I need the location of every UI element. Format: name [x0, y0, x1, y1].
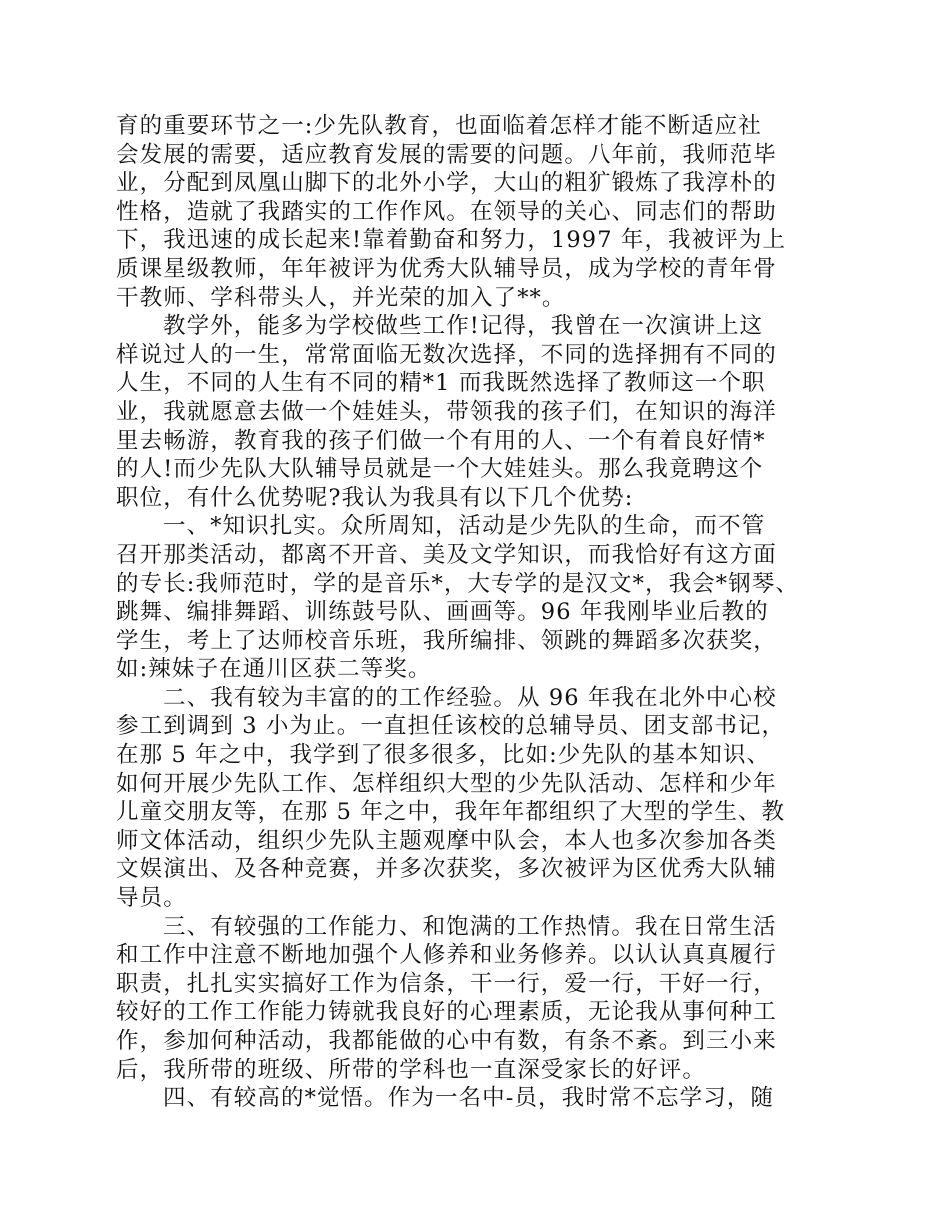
text-line: 下，我迅速的成长起来!靠着勤奋和努力，1997 年，我被评为上 [116, 227, 787, 254]
text-line: 职位，有什么优势呢?我认为我具有以下几个优势: [116, 484, 634, 511]
text-line: 如何开展少先队工作、怎样组织大型的少先队活动、怎样和少年 [116, 770, 777, 797]
text-line: 文娱演出、及各种竞赛，并多次获奖，多次被评为区优秀大队辅 [116, 856, 777, 883]
text-line: 教学外，能多为学校做些工作!记得，我曾在一次演讲上这 [163, 313, 764, 340]
text-line: 后，我所带的班级、所带的学科也一直深受家长的好评。 [116, 1056, 707, 1083]
text-line: 跳舞、编排舞蹈、训练鼓号队、画画等。96 年我刚毕业后教的 [116, 599, 769, 626]
text-line: 一、*知识扎实。众所周知，活动是少先队的生命，而不管 [163, 513, 766, 540]
text-line: 样说过人的一生，常常面临无数次选择，不同的选择拥有不同的 [116, 341, 777, 368]
text-line: 职责，扎扎实实搞好工作为信条，干一行，爱一行，干好一行， [116, 970, 777, 997]
text-line: 四、有较高的*觉悟。作为一名中-员，我时常不忘学习，随 [163, 1085, 775, 1112]
text-line: 的专长:我师范时，学的是音乐*，大专学的是汉文*，我会*钢琴、 [116, 570, 799, 597]
text-line: 和工作中注意不断地加强个人修养和业务修养。以认认真真履行 [116, 942, 777, 969]
document-body [116, 112, 836, 1113]
text-line: 师文体活动，组织少先队主题观摩中队会，本人也多次参加各类 [116, 827, 777, 854]
text-line: 里去畅游，教育我的孩子们做一个有用的人、一个有着良好情* [116, 427, 766, 454]
text-line: 性格，造就了我踏实的工作作风。在领导的关心、同志们的帮助 [116, 198, 777, 225]
text-line: 业，分配到凤凰山脚下的北外小学，大山的粗犷锻炼了我淳朴的 [116, 170, 777, 197]
text-line: 三、有较强的工作能力、和饱满的工作热情。我在日常生活 [163, 913, 777, 940]
text-line: 二、我有较为丰富的的工作经验。从 96 年我在北外中心校 [163, 684, 777, 711]
text-line: 人生，不同的人生有不同的精*1 而我既然选择了教师这一个职 [116, 370, 766, 397]
text-line: 业，我就愿意去做一个娃娃头，带领我的孩子们，在知识的海洋 [116, 398, 777, 425]
text-line: 如:辣妹子在通川区获二等奖。 [116, 656, 432, 683]
text-line: 在那 5 年之中，我学到了很多很多，比如:少先队的基本知识、 [116, 742, 771, 769]
text-line: 作，参加何种活动，我都能做的心中有数，有条不紊。到三小来 [116, 1028, 777, 1054]
text-line: 召开那类活动，都离不开音、美及文学知识，而我恰好有这方面 [116, 541, 777, 568]
text-line: 会发展的需要，适应教育发展的需要的问题。八年前，我师范毕 [116, 141, 777, 168]
text-line: 较好的工作工作能力铸就我良好的心理素质，无论我从事何种工 [116, 999, 777, 1026]
text-line: 导员。 [116, 885, 187, 912]
text-line: 质课星级教师，年年被评为优秀大队辅导员，成为学校的青年骨 [116, 255, 777, 282]
text-line: 儿童交朋友等，在那 5 年之中，我年年都组织了大型的学生、教 [116, 799, 786, 826]
text-line: 育的重要环节之一:少先队教育，也面临着怎样才能不断适应社 [116, 113, 762, 139]
text-line: 的人!而少先队大队辅导员就是一个大娃娃头。那么我竟聘这个 [116, 456, 764, 483]
text-line: 学生，考上了达师校音乐班，我所编排、领跳的舞蹈多次获奖， [116, 627, 777, 654]
text-line: 干教师、学科带头人，并光荣的加入了**。 [116, 284, 566, 311]
text-line: 参工到调到 3 小为止。一直担任该校的总辅导员、团支部书记， [116, 713, 786, 740]
